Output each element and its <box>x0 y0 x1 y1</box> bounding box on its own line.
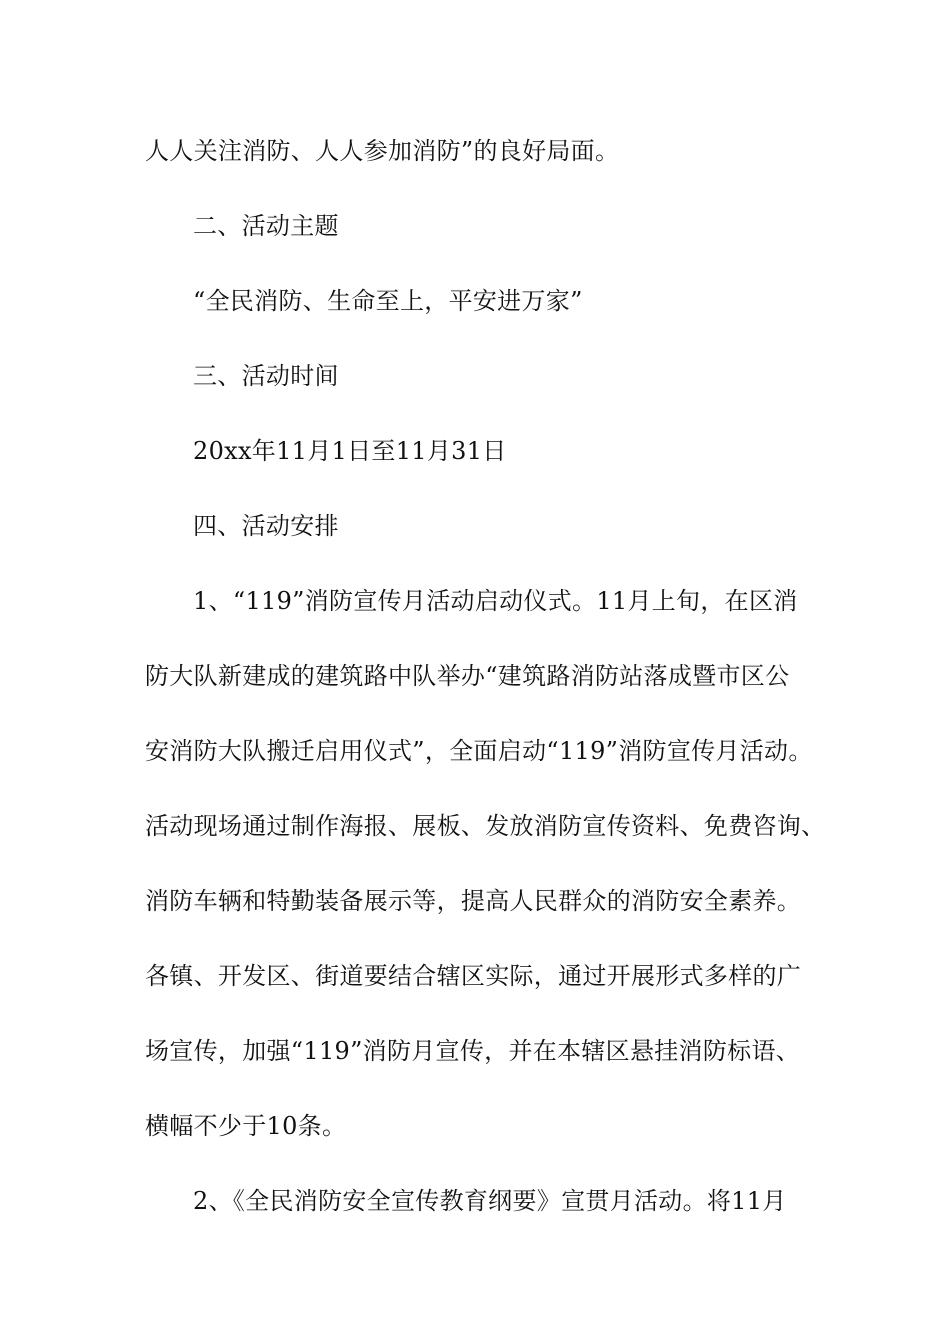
paragraph-line: 1、“119”消防宣传月活动启动仪式。11月上旬，在区消 <box>193 587 798 615</box>
section-heading-time: 三、活动时间 <box>193 362 339 390</box>
theme-slogan: “全民消防、生命至上，平安进万家” <box>193 287 583 315</box>
paragraph-line: 人人关注消防、人人参加消防”的良好局面。 <box>145 137 620 165</box>
section-heading-arrangement: 四、活动安排 <box>193 512 339 540</box>
activity-date-range: 20xx年11月1日至11月31日 <box>193 437 507 465</box>
paragraph-line: 安消防大队搬迁启用仪式”，全面启动“119”消防宣传月活动。 <box>145 737 813 765</box>
paragraph-line: 各镇、开发区、街道要结合辖区实际，通过开展形式多样的广 <box>145 962 802 990</box>
paragraph-line: 2、《全民消防安全宣传教育纲要》宣贯月活动。将11月 <box>193 1187 787 1215</box>
section-heading-theme: 二、活动主题 <box>193 212 339 240</box>
paragraph-line: 活动现场通过制作海报、展板、发放消防宣传资料、免费咨询、 <box>145 812 826 840</box>
paragraph-line: 横幅不少于10条。 <box>145 1112 347 1140</box>
paragraph-line: 消防车辆和特勤装备展示等，提高人民群众的消防安全素养。 <box>145 887 802 915</box>
paragraph-line: 场宣传，加强“119”消防月宣传，并在本辖区悬挂消防标语、 <box>145 1037 801 1065</box>
paragraph-line: 防大队新建成的建筑路中队举办“建筑路消防站落成暨市区公 <box>145 662 790 690</box>
